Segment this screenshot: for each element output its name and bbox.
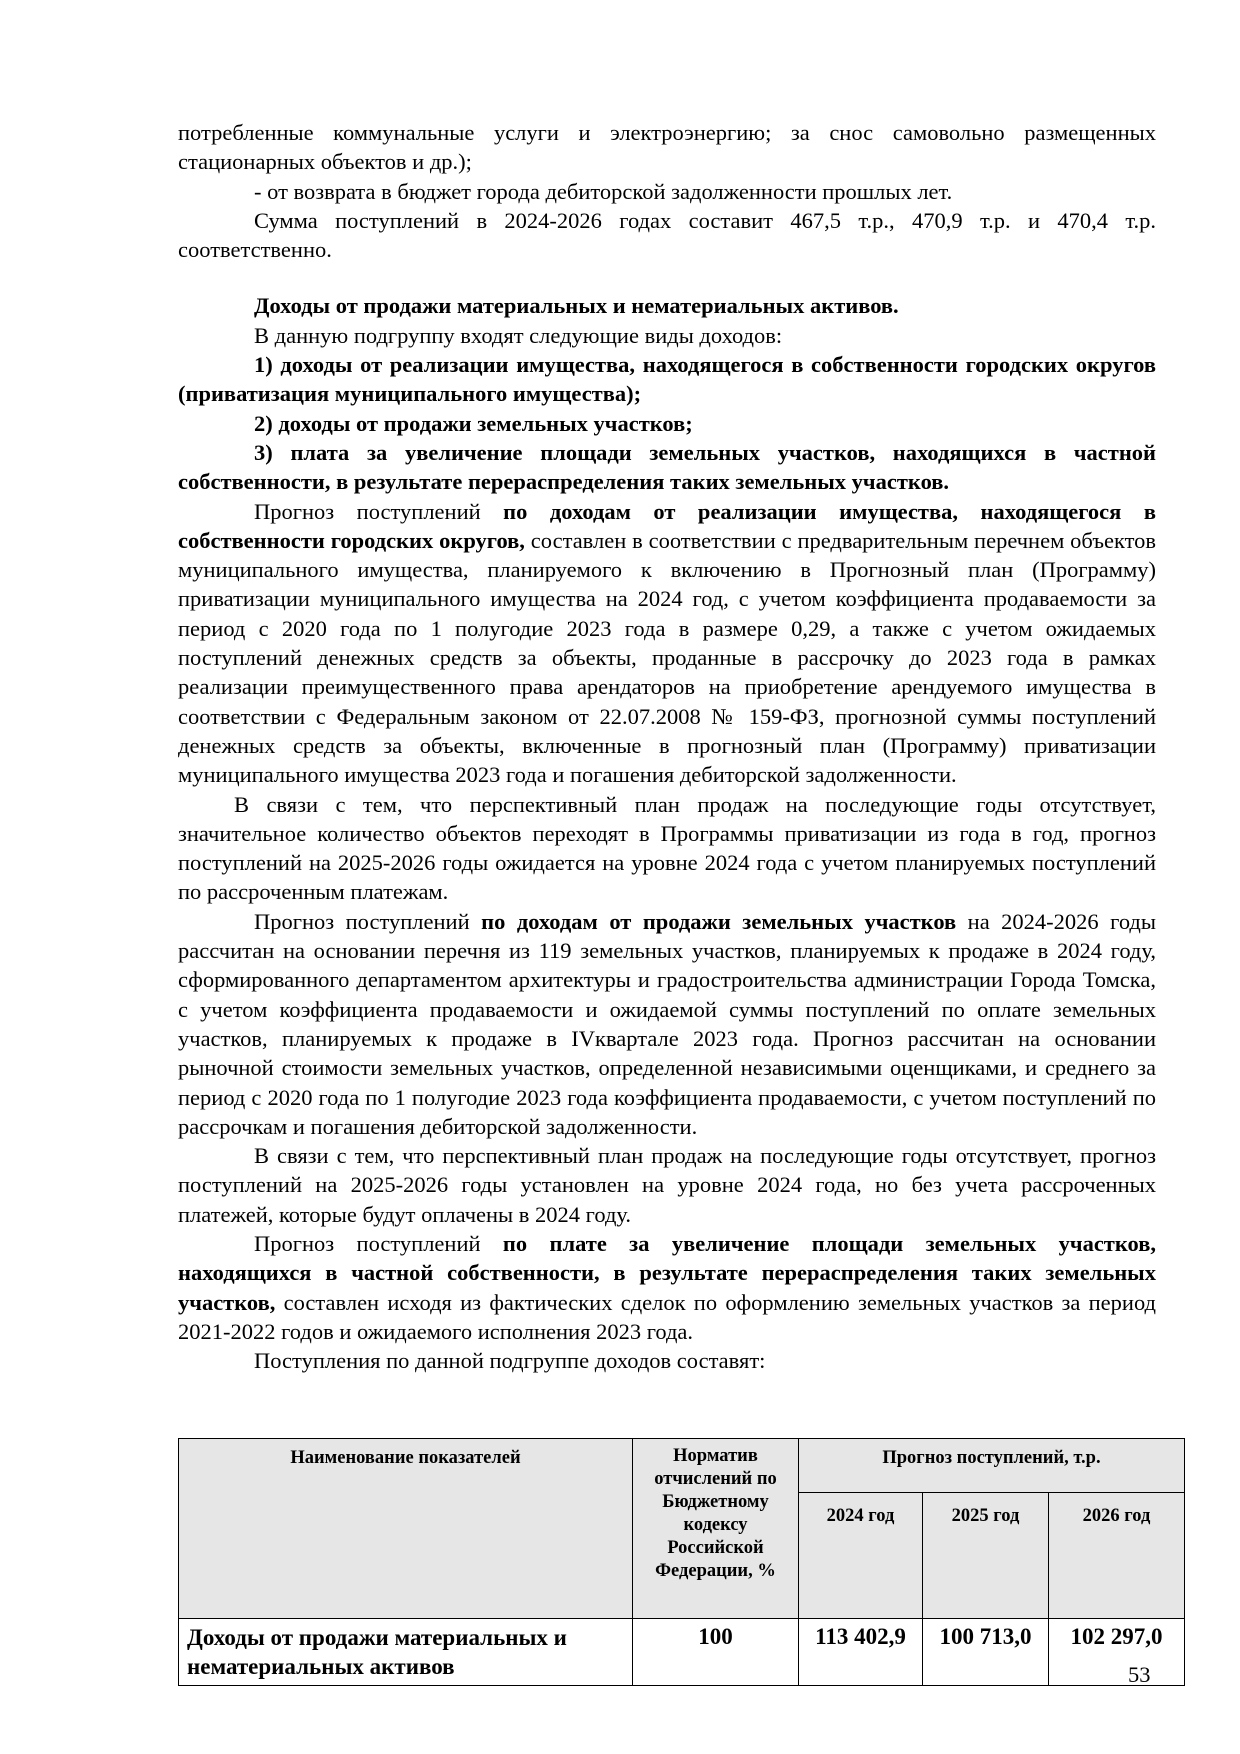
paragraph: В связи с тем, что перспективный план продаж на последующие годы отсутствует, прогноз поступлений на 2025-2026 годы установлен на уровне 2024 года, но без учета рассроченных платежей, которые будут оплачены в 2024 году.	[178, 1143, 1156, 1227]
list-item	[178, 350, 1156, 409]
paragraph	[178, 497, 1156, 790]
page-number: 53	[1128, 1662, 1151, 1687]
document-body	[178, 118, 1156, 1375]
header-name: Наименование показателей	[179, 1439, 633, 1619]
paragraph	[178, 907, 1156, 1141]
table-header-row	[179, 1439, 1185, 1493]
text: Прогноз поступлений	[254, 908, 482, 934]
text: Прогноз поступлений	[254, 1230, 503, 1256]
section-heading	[178, 291, 1156, 320]
list-item-text: 1) доходы от реализации имущества, находящегося в собственности городских округов (приватизация муниципального имущества);	[178, 352, 1156, 407]
paragraph: Поступления по данной подгруппе доходов составят:	[254, 1348, 766, 1374]
bold-text: по плате за увеличение площади земельных участков, находящихся в частной собственности, в результате перераспределения таких земельных участков,	[178, 1230, 1156, 1315]
paragraph: В данную подгруппу входят следующие виды доходов:	[254, 322, 783, 348]
text: на 2024-2026 годы рассчитан на основании перечня из 119 земельных участков, планируемых к продаже в 2024 году, сформированного департаментом архитектуры и градостроительства администрации Города Томска, с учетом коэффициента продаваемости и ожидаемой суммы поступлений по оплате земельных участков, планируемых к продаже в IVквартале 2023 года. Прогноз рассчитан на основании рыночной стоимости земельных участков, определенной независимыми оценщиками, и среднего за период с 2020 года по 1 полугодие 2023 года коэффициента продаваемости, с учетом поступлений по рассрочкам и погашения дебиторской задолженности.	[178, 908, 1156, 1139]
paragraph: потребленные коммунальные услуги и электроэнергию; за снос самовольно размещенных стационарных объектов и др.);	[178, 120, 1156, 175]
list-item-text: 2) доходы от продажи земельных участков;	[254, 410, 693, 436]
paragraph: В связи с тем, что перспективный план продаж на последующие годы отсутствует, значительное количество объектов переходят в Программы приватизации из года в год, прогноз поступлений на 2025-2026 годы ожидается на уровне 2024 года с учетом планируемых поступлений по рассроченным платежам.	[178, 791, 1156, 905]
list-item	[178, 438, 1156, 497]
header-norm: Норматив отчислений по Бюджетному кодексу Российской Федерации, %	[633, 1439, 799, 1619]
paragraph: - от возврата в бюджет города дебиторской задолженности прошлых лет.	[254, 178, 953, 204]
bold-text: по доходам от реализации имущества, находящегося в собственности городских округов,	[178, 498, 1156, 553]
row-name: Доходы от продажи материальных и нематериальных активов	[179, 1619, 633, 1686]
text: Прогноз поступлений	[254, 498, 504, 524]
row-value-2024: 113 402,9	[799, 1619, 923, 1686]
row-value-2025: 100 713,0	[923, 1619, 1049, 1686]
header-forecast: Прогноз поступлений, т.р.	[799, 1439, 1185, 1493]
row-norm: 100	[633, 1619, 799, 1686]
paragraph: Сумма поступлений в 2024-2026 годах составит 467,5 т.р., 470,9 т.р. и 470,4 т.р. соответственно.	[178, 207, 1156, 263]
row-value-2026: 102 297,0	[1049, 1619, 1185, 1686]
header-year: 2025 год	[923, 1493, 1049, 1619]
header-year: 2026 год	[1049, 1493, 1185, 1619]
bold-text: по доходам от продажи земельных участков	[481, 908, 957, 934]
header-year: 2024 год	[799, 1493, 923, 1619]
table-row	[179, 1619, 1185, 1686]
revenue-table	[178, 1438, 1185, 1686]
text: составлен в соответствии с предварительным перечнем объектов муниципального имущества, планируемого к включению в Прогнозный план (Программу) приватизации муниципального имущества на 2024 год, с учетом коэффициента продаваемости за период с 2020 года по 1 полугодие 2023 года в размере 0,29, а также с учетом ожидаемых поступлений денежных средств за объекты, проданные в рассрочку до 2023 года в рамках реализации преимущественного права арендаторов на приобретение арендуемого имущества в соответствии с Федеральным законом от 22.07.2008 № 159-ФЗ, прогнозной суммы поступлений денежных средств за объекты, включенные в прогнозный план (Программу) приватизации муниципального имущества 2023 года и погашения дебиторской задолженности.	[178, 527, 1156, 788]
list-item-text: 3) плата за увеличение площади земельных участков, находящихся в частной собственности, в результате перераспределения таких земельных участков.	[178, 439, 1156, 495]
text: составлен исходя из фактических сделок по оформлению земельных участков за период 2021-2022 годов и ожидаемого исполнения 2023 года.	[178, 1289, 1156, 1344]
section-heading-text: Доходы от продажи материальных и нематериальных активов.	[254, 293, 899, 319]
list-item	[178, 409, 1156, 438]
paragraph	[178, 1229, 1156, 1346]
